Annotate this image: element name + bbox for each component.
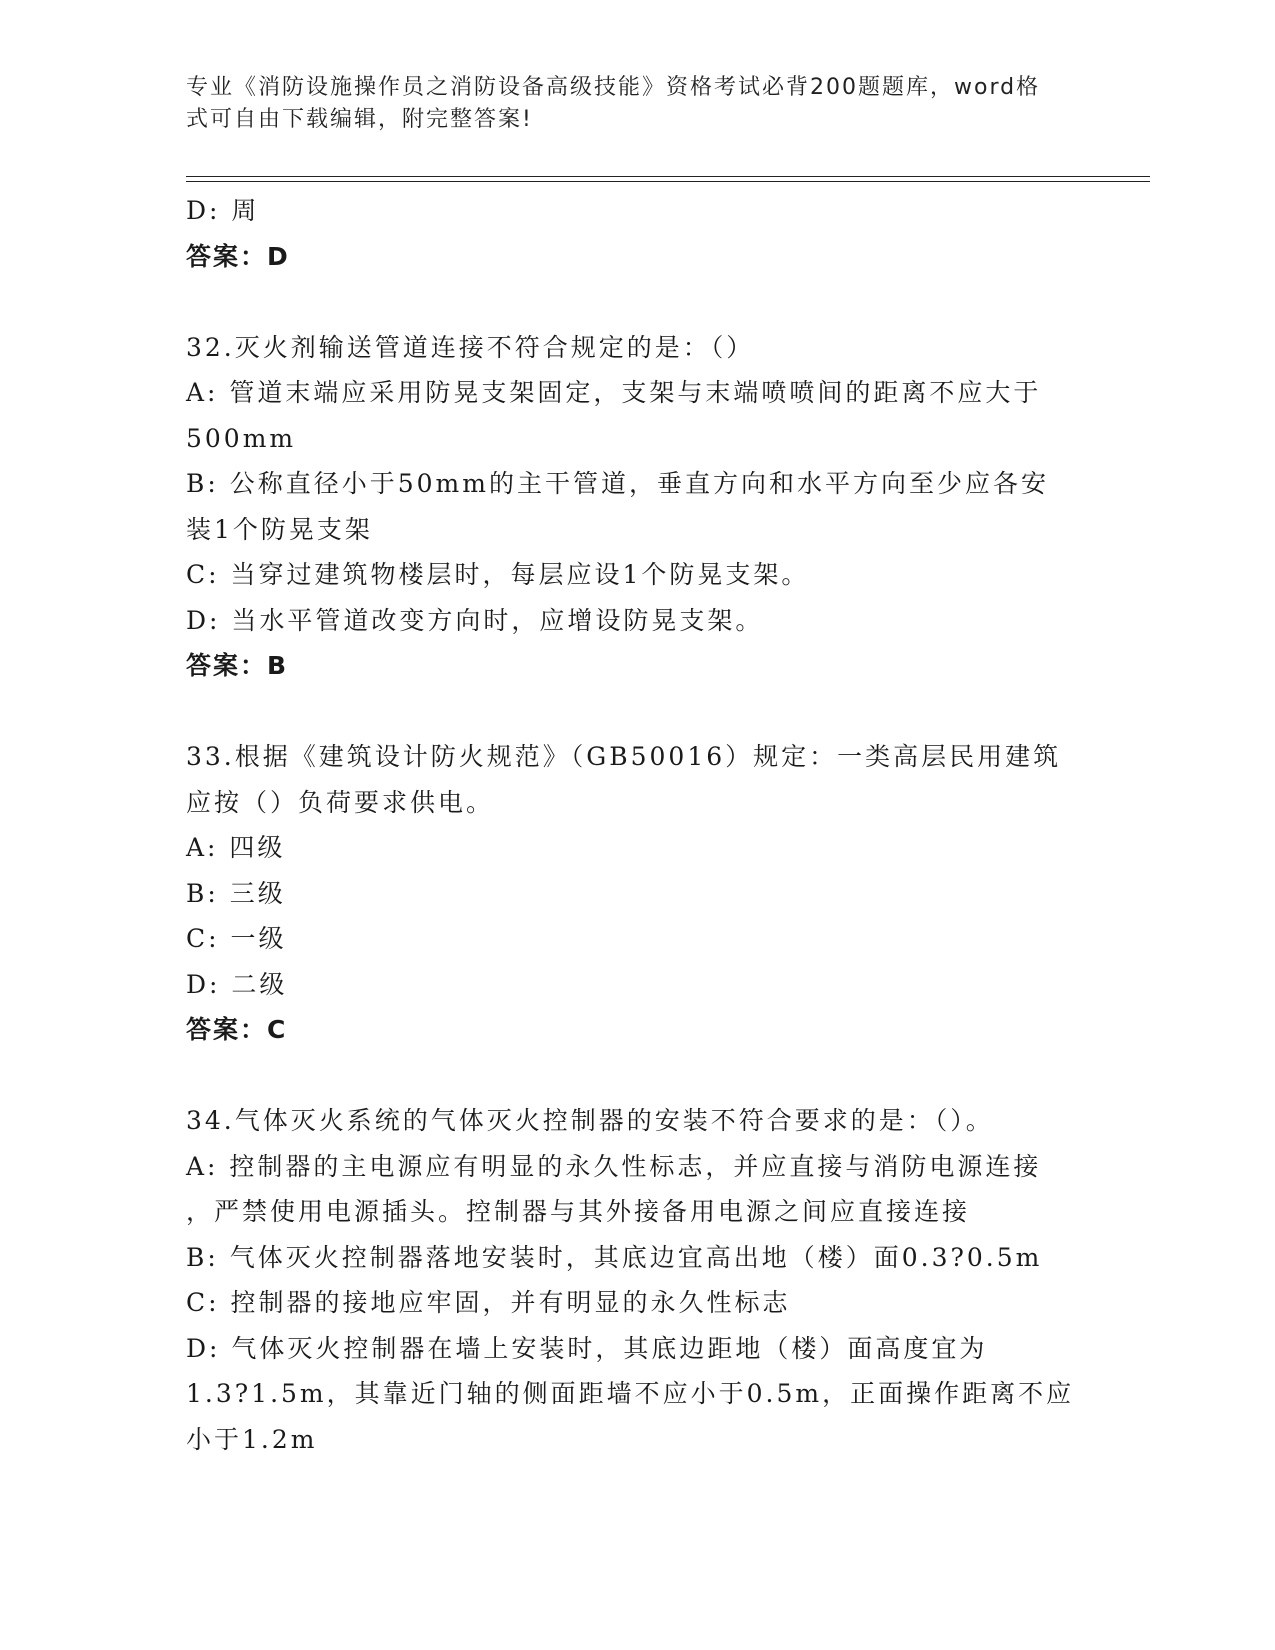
spacer [186, 1053, 1086, 1099]
q34-option-b: B: 气体灭火控制器落地安装时，其底边宜高出地（楼）面0.3?0.5m [186, 1242, 1043, 1272]
spacer [186, 279, 1086, 325]
question-34 [186, 1098, 1086, 1462]
q34-option-d-line2: 1.3?1.5m，其靠近门轴的侧面距墙不应小于0.5m，正面操作距离不应 [186, 1379, 1075, 1408]
q31-option-d: D: 周 [186, 196, 260, 225]
q33-option-d: D: 二级 [186, 969, 288, 999]
question-32 [186, 325, 1086, 689]
q33-answer: 答案：C [186, 1015, 288, 1044]
q32-option-a-line2: 500mm [186, 423, 297, 453]
header-line-1: 专业《消防设施操作员之消防设备高级技能》资格考试必背200题题库，word格 [186, 75, 1041, 100]
q34-option-d-line3: 小于1.2m [186, 1424, 318, 1454]
header-line-2: 式可自由下载编辑，附完整答案! [186, 107, 533, 132]
q33-option-b: B: 三级 [186, 878, 286, 908]
q32-option-b-line2: 装1个防晃支架 [186, 514, 373, 544]
question-33 [186, 734, 1086, 1053]
q34-option-d-line1: D: 气体灭火控制器在墙上安装时，其底边距地（楼）面高度宜为 [186, 1333, 988, 1363]
question-31-tail [186, 188, 1086, 279]
q32-option-d: D: 当水平管道改变方向时，应增设防晃支架。 [186, 605, 764, 635]
q32-answer: 答案：B [186, 651, 289, 680]
q32-option-c: C: 当穿过建筑物楼层时，每层应设1个防晃支架。 [186, 560, 810, 589]
q33-stem-line1: 33.根据《建筑设计防火规范》（GB50016）规定：一类高层民用建筑 [186, 742, 1062, 771]
q32-option-a-line1: A: 管道末端应采用防晃支架固定，支架与末端喷喷间的距离不应大于 [186, 378, 1042, 407]
header-divider-bottom [186, 181, 1150, 182]
spacer [186, 689, 1086, 735]
q34-stem: 34.气体灭火系统的气体灭火控制器的安装不符合要求的是：（）。 [186, 1106, 994, 1135]
header-divider-top [186, 176, 1150, 177]
q34-option-a-line1: A: 控制器的主电源应有明显的永久性标志，并应直接与消防电源连接 [186, 1151, 1042, 1181]
q32-option-b-line1: B: 公称直径小于50mm的主干管道，垂直方向和水平方向至少应各安 [186, 469, 1049, 498]
q34-option-c: C: 控制器的接地应牢固，并有明显的永久性标志 [186, 1288, 791, 1317]
q31-answer: 答案：D [186, 241, 290, 271]
question-list [186, 188, 1086, 1462]
q32-stem: 32.灭火剂输送管道连接不符合规定的是：（） [186, 332, 755, 362]
document-header [186, 72, 1066, 136]
q34-option-a-line2: ，严禁使用电源插头。控制器与其外接备用电源之间应直接连接 [186, 1197, 971, 1226]
q33-stem-line2: 应按（）负荷要求供电。 [186, 787, 495, 817]
q33-option-a: A: 四级 [186, 833, 286, 862]
q33-option-c: C: 一级 [186, 924, 287, 953]
